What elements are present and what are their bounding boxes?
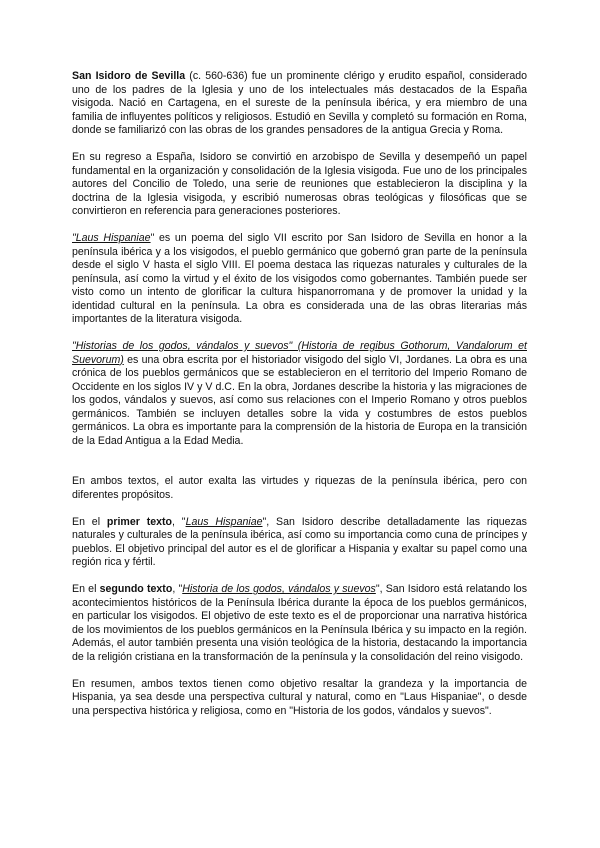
paragraph-text: En ambos textos, el autor exalta las virtudes y riquezas de la península ibérica, pero con diferentes propósitos. — [72, 475, 527, 501]
bold-label: primer texto — [106, 515, 173, 528]
paragraph-comparison — [72, 475, 527, 502]
work-title-link[interactable]: Laus Hispaniae — [185, 515, 263, 528]
bold-name: San Isidoro de Sevilla — [72, 70, 186, 82]
work-title-link[interactable]: Historia de los godos, vándalos y suevos — [182, 583, 376, 595]
paragraph-text: En el — [72, 515, 107, 528]
paragraph-text: , " — [172, 583, 183, 595]
work-title-link[interactable]: "Historias de los godos, vándalos y suevos" (Historia de regibus Gothorum, Vandalorum et Suevorum) — [72, 340, 527, 366]
paragraph-career — [72, 151, 527, 219]
paragraph-text: ", San Isidoro está relatando los acontecimientos históricos de la Península Ibérica durante la época de los pueblos germánicos, en particular los visigodos. El objetivo de este texto es el de proporcionar una narrativa histórica de los movimientos de los pueblos germánicos en la Península Ibérica y su impacto en la región. Además, el autor también presenta una visión teológica de la historia, destacando la importancia de la religión cristiana en la transformación de la península y la consolidación del reino visigodo. — [72, 583, 527, 663]
blank-line — [72, 462, 527, 476]
paragraph-text: ", San Isidoro describe detalladamente las riquezas naturales y culturales de la península ibérica, así como su importancia como cuna de príncipes y pueblos. El objetivo principal del autor es el de glorificar a Hispania y exaltar su papel como una región rica y fértil. — [72, 515, 527, 568]
paragraph-summary — [72, 678, 527, 719]
paragraph-text: " es un poema del siglo VII escrito por San Isidoro de Sevilla en honor a la península ibérica y a los visigodos, el pueblo germánico que gobernó gran parte de la península desde el siglo V hasta el siglo VIII. El poema destaca las riquezas naturales y culturales de la península, así como la virtud y el éxito de los visigodos como gobernantes. También puede ser visto como un intento de glorificar la cultura hispanorromana y de promover la unidad y la identidad cultural en la península. La obra es considerada una de las obras literarias más importantes de la literatura visigoda. — [72, 232, 527, 325]
paragraph-text: En el — [72, 583, 100, 595]
paragraph-text: es una obra escrita por el historiador visigodo del siglo VI, Jordanes. La obra es una crónica de los pueblos germánicos que se establecieron en el territorio del Imperio Romano de Occidente en los siglos IV y V d.C. En la obra, Jordanes describe la historia y las migraciones de los godos, vándalos y suevos, así como sus relaciones con el Imperio Romano y otros pueblos germánicos. También se incluyen detalles sobre la vida y costumbres de estos pueblos germánicos. La obra es importante para la comprensión de la historia de Europa en la transición de la Edad Antigua a la Edad Media. — [72, 353, 527, 447]
paragraph-biography — [72, 70, 527, 138]
work-title-link[interactable]: "Laus Hispaniae — [72, 232, 151, 244]
bold-label: segundo texto — [99, 583, 173, 595]
paragraph-text: (c. 560-636) fue un prominente clérigo y erudito español, considerado uno de los padres de la Iglesia y uno de los intelectuales más destacados de la España visigoda. Nació en Cartagena, en el sureste de la península ibérica, y era miembro de una familia de influyentes políticos y religiosos. Estudió en Sevilla y completó su formación en Roma, donde se familiarizó con las obras de los grandes pensadores de la antigua Grecia y Roma. — [72, 70, 527, 136]
paragraph-first-text — [72, 516, 527, 570]
paragraph-historias — [72, 340, 527, 448]
paragraph-text: , " — [172, 515, 186, 528]
document-page — [72, 70, 527, 732]
paragraph-text: En su regreso a España, Isidoro se convirtió en arzobispo de Sevilla y desempeñó un papel fundamental en la organización y consolidación de la Iglesia visigoda. Fue uno de los principales autores del Concilio de Toledo, una serie de reuniones que establecieron la disciplina y la doctrina de la Iglesia visigoda, y escribió numerosas obras teológicas y filosóficas que se convirtieron en referencia para generaciones posteriores. — [72, 151, 527, 217]
paragraph-laus-hispaniae — [72, 232, 527, 327]
paragraph-text: En resumen, ambos textos tienen como objetivo resaltar la grandeza y la importancia de Hispania, ya sea desde una perspectiva cultural y natural, como en "Laus Hispaniae", o desde una perspectiva histórica y religiosa, como en "Historia de los godos, vándalos y suevos". — [72, 677, 527, 717]
paragraph-second-text — [72, 583, 527, 664]
